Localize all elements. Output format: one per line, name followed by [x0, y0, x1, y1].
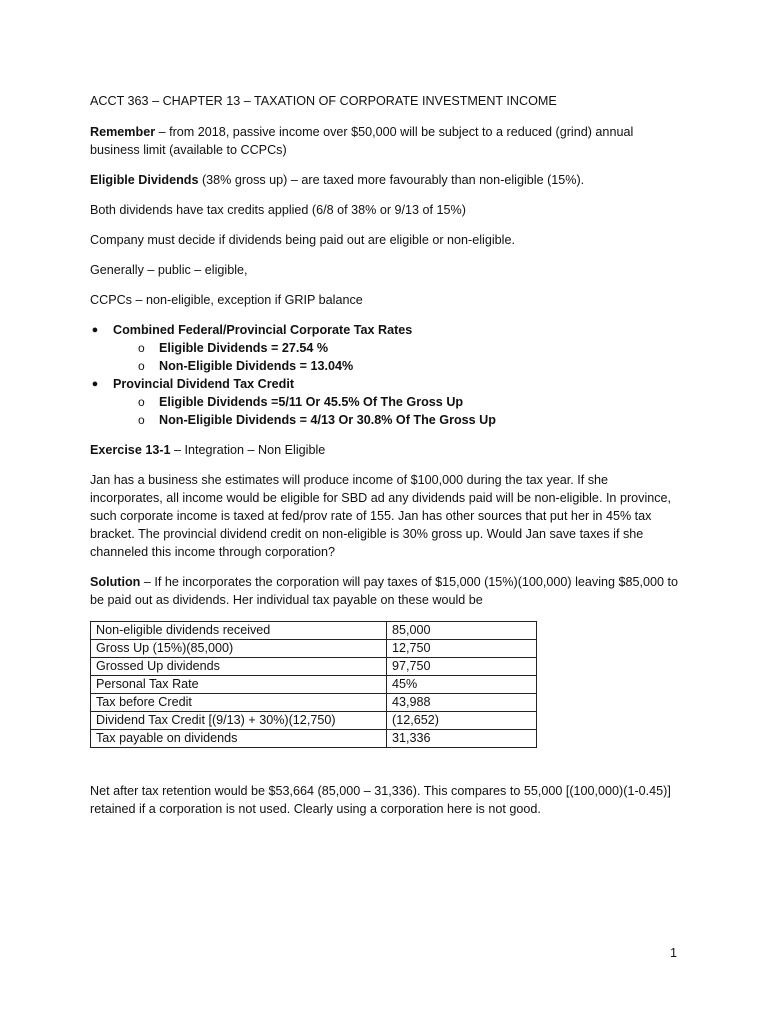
sub-item [138, 393, 682, 411]
sub-item-text: Non-Eligible Dividends = 4/13 Or 30.8% Of The Gross Up [159, 413, 496, 427]
sub-list [113, 339, 682, 375]
problem-paragraph: Jan has a business she estimates will produce income of $100,000 during the tax year. If she incorporates, all income would be eligible for SBD ad any dividends paid will be non-eligible. In province, such corporate income is taxed at fed/prov rate of 155. Jan has other sources that put her in 45% tax bracket. The provincial dividend credit on non-eligible is 30% gross up. Would Jan save taxes if she channeled this income through corporation? [90, 473, 672, 559]
bullet-icon: ● [91, 378, 99, 390]
table-row [91, 622, 537, 640]
table-row [91, 658, 537, 676]
bullet-item [90, 321, 682, 375]
table-cell-value: 31,336 [387, 730, 537, 748]
table-cell-value: 43,988 [387, 694, 537, 712]
solution-label: Solution [90, 575, 141, 589]
table-cell-label: Tax before Credit [91, 694, 387, 712]
eligible-label: Eligible Dividends [90, 173, 199, 187]
table-cell-value: 12,750 [387, 640, 537, 658]
public-paragraph: Generally – public – eligible, [90, 263, 248, 277]
circle-bullet-icon: o [138, 395, 145, 409]
table-cell-value: (12,652) [387, 712, 537, 730]
decide-paragraph: Company must decide if dividends being paid out are eligible or non-eligible. [90, 233, 515, 247]
eligible-text: (38% gross up) – are taxed more favourably than non-eligible (15%). [198, 173, 585, 187]
bullet-item [90, 375, 682, 429]
bullet-title: Provincial Dividend Tax Credit [113, 377, 295, 391]
exercise-label: Exercise 13-1 [90, 443, 171, 457]
ccpc-paragraph: CCPCs – non-eligible, exception if GRIP balance [90, 293, 363, 307]
credits-paragraph: Both dividends have tax credits applied (6/8 of 38% or 9/13 of 15%) [90, 203, 466, 217]
rates-list [90, 321, 682, 429]
eligible-paragraph [90, 171, 682, 189]
sub-item [138, 411, 682, 429]
solution-text: – If he incorporates the corporation will pay taxes of $15,000 (15%)(100,000) leaving $85,000 to be paid out as dividends. Her individual tax payable on these would be [90, 575, 679, 607]
bullet-title: Combined Federal/Provincial Corporate Tax Rates [113, 323, 413, 337]
table-row [91, 694, 537, 712]
table-cell-label: Dividend Tax Credit [(9/13) + 30%)(12,750) [91, 712, 387, 730]
circle-bullet-icon: o [138, 413, 145, 427]
solution-paragraph [90, 573, 682, 609]
sub-item [138, 339, 682, 357]
table-cell-label: Gross Up (15%)(85,000) [91, 640, 387, 658]
remember-label: Remember [90, 125, 156, 139]
exercise-text: – Integration – Non Eligible [170, 443, 326, 457]
page-number: 1 [670, 946, 678, 960]
exercise-heading [90, 441, 682, 459]
sub-item-text: Eligible Dividends = 27.54 % [159, 341, 329, 355]
sub-item [138, 357, 682, 375]
table-cell-value: 85,000 [387, 622, 537, 640]
bullet-icon: ● [91, 324, 99, 336]
table-row [91, 712, 537, 730]
table-cell-value: 97,750 [387, 658, 537, 676]
sub-item-text: Non-Eligible Dividends = 13.04% [159, 359, 354, 373]
table-cell-value: 45% [387, 676, 537, 694]
circle-bullet-icon: o [138, 341, 145, 355]
document-title: ACCT 363 – CHAPTER 13 – TAXATION OF CORPORATE INVESTMENT INCOME [90, 94, 557, 108]
sub-item-text: Eligible Dividends =5/11 Or 45.5% Of The Gross Up [159, 395, 464, 409]
remember-text: – from 2018, passive income over $50,000 will be subject to a reduced (grind) annual business limit (available to CCPCs) [90, 125, 634, 157]
table-cell-label: Tax payable on dividends [91, 730, 387, 748]
table-cell-label: Grossed Up dividends [91, 658, 387, 676]
table-row [91, 676, 537, 694]
conclusion-paragraph: Net after tax retention would be $53,664 (85,000 – 31,336). This compares to 55,000 [(100,000)(1-0.45)] retained if a corporation is not used. Clearly using a corporation here is not good. [90, 784, 671, 816]
table-row [91, 730, 537, 748]
remember-paragraph [90, 123, 682, 159]
dividend-tax-table [90, 621, 537, 748]
table-cell-label: Personal Tax Rate [91, 676, 387, 694]
table-cell-label: Non-eligible dividends received [91, 622, 387, 640]
sub-list [113, 393, 682, 429]
circle-bullet-icon: o [138, 359, 145, 373]
table-row [91, 640, 537, 658]
